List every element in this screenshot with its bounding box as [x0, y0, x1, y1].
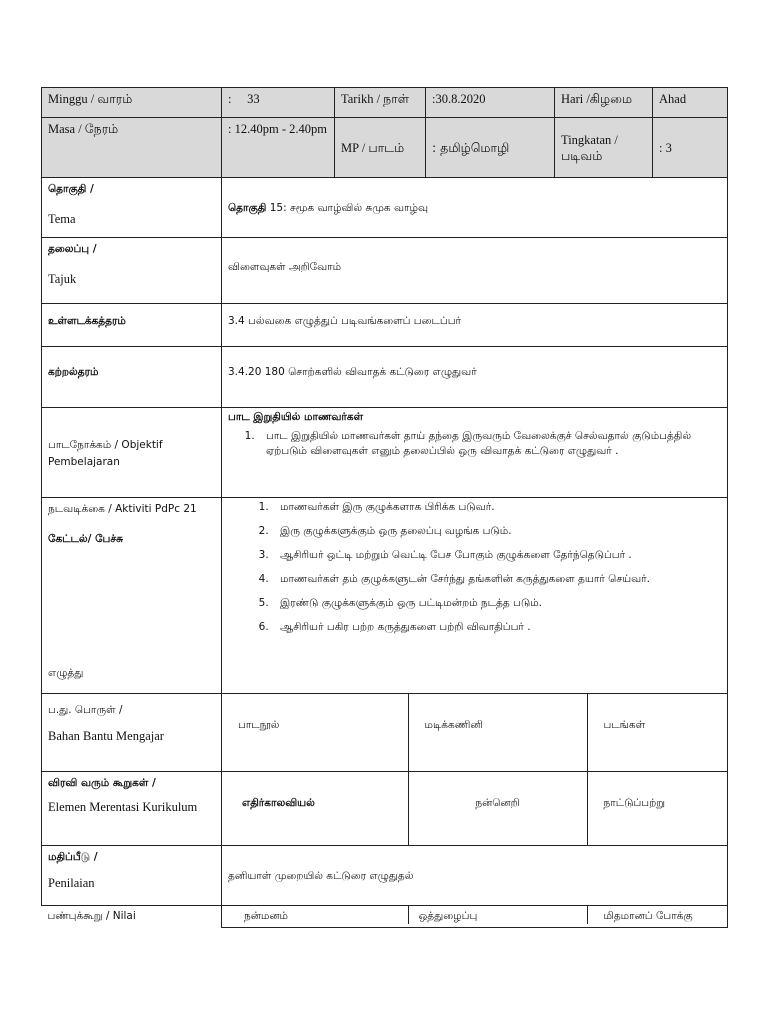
tema-label-ms: Tema — [48, 212, 76, 226]
standard-kandungan-label-text: உள்ளடக்கத்தரம் — [48, 315, 126, 327]
header-row-2 — [42, 118, 728, 178]
penilaian-value — [222, 846, 728, 906]
masa-value: : 12.40pm - 2.40pm — [222, 118, 335, 178]
bbm-item: படங்கள் — [587, 694, 727, 771]
tema-value — [222, 178, 728, 238]
objektif-label — [42, 408, 222, 498]
tema-value-bold: தொகுதி — [228, 202, 267, 214]
hari-value: Ahad — [653, 88, 728, 118]
tajuk-label-ta: தலைப்பு / — [48, 243, 97, 255]
tingkatan-label: Tingkatan /படிவம் — [555, 118, 653, 178]
standard-kandungan-row — [42, 304, 728, 347]
standard-pembelajaran-row — [42, 347, 728, 408]
tajuk-value — [222, 238, 728, 304]
standard-kandungan-value-text: 3.4 பல்வகை எழுத்துப் படிவங்களைப் படைப்பர் — [228, 315, 462, 327]
objektif-list — [228, 429, 721, 459]
bbm-value — [222, 694, 728, 772]
hari-label: Hari /கிழமை — [555, 88, 653, 118]
aktiviti-step: 2. இரு குழுக்களுக்கும் ஒரு தலைப்பு வழங்க படும். — [272, 524, 721, 539]
aktiviti-step: 6. ஆசிரியர் பகிர பற்ற கருத்துகளை பற்றி விவாதிப்பர் . — [272, 620, 721, 635]
aktiviti-step: 5. இரண்டு குழுக்களுக்கும் ஒரு பட்டிமன்றம் நடத்த படும். — [272, 596, 721, 611]
tema-value-text: 15: சமூக வாழ்வில் சுமுக வாழ்வு — [266, 202, 429, 214]
emk-items — [222, 772, 727, 845]
aktiviti-sublabel: கேட்டல்/ பேச்சு — [48, 533, 124, 545]
tajuk-row — [42, 238, 728, 304]
mp-value: : தமிழ்மொழி — [426, 118, 555, 178]
bbm-label — [42, 694, 222, 772]
aktiviti-row — [42, 498, 728, 694]
emk-label-ta: விரவி வரும் கூறுகள் / — [48, 777, 156, 789]
aktiviti-label — [42, 498, 222, 694]
standard-kandungan-label — [42, 304, 222, 347]
bbm-item: மடிக்கணினி — [408, 694, 587, 771]
aktiviti-step: 3. ஆசிரியர் ஒட்டி மற்றும் வெட்டி பேச போகும் குழுக்களை தேர்ந்தெடுப்பர் . — [272, 548, 721, 563]
tema-row — [42, 178, 728, 238]
emk-item: நாட்டுப்பற்று — [587, 772, 727, 845]
emk-item: நன்னெறி — [408, 772, 587, 845]
standard-pembelajaran-label-text: கற்றல்தரம் — [48, 366, 99, 378]
nilai-item: ஒத்துழைப்பு — [408, 906, 587, 924]
penilaian-value-text: தனியாள் முறையில் கட்டுரை எழுதுதல் — [228, 870, 414, 882]
objektif-row — [42, 408, 728, 498]
tajuk-value-text: விளைவுகள் அறிவோம் — [228, 261, 342, 273]
emk-label-ms: Elemen Merentasi Kurikulum — [48, 800, 198, 814]
nilai-item: நன்மனம் — [244, 909, 288, 922]
nilai-items — [222, 906, 727, 924]
penilaian-label-ms: Penilaian — [48, 876, 95, 890]
nilai-value — [222, 906, 728, 928]
penilaian-label — [42, 846, 222, 906]
objektif-item: 1. பாட இறுதியில் மாணவர்கள் தாய் தந்தை இருவரும் வேலைக்குச் செல்வதால் குடும்பத்தில் ஏற்படும் விளைவுகள் எனும் தலைப்பில் ஒரு விவாதக் கட்டுரை எழுதுவர் . — [258, 429, 721, 459]
penilaian-label-ta: மதிப்பீடு / — [48, 851, 98, 863]
emk-item: எதிர்காலவியல் — [242, 797, 315, 809]
bbm-item: பாடநூல் — [238, 719, 280, 731]
standard-pembelajaran-label — [42, 347, 222, 408]
aktiviti-value — [222, 498, 728, 694]
aktiviti-step: 4. மாணவர்கள் தம் குழுக்களுடன் சேர்ந்து தங்களின் கருத்துகளை தயார் செய்வர். — [272, 572, 721, 587]
standard-pembelajaran-value — [222, 347, 728, 408]
nilai-item: மிதமானப் போக்கு — [587, 906, 727, 924]
emk-label — [42, 772, 222, 846]
minggu-value: : 33 — [222, 88, 335, 118]
bbm-label-ms: Bahan Bantu Mengajar — [48, 729, 164, 743]
bbm-row — [42, 694, 728, 772]
emk-value — [222, 772, 728, 846]
aktiviti-step: 1. மாணவர்கள் இரு குழுக்களாக பிரிக்க படுவர். — [272, 500, 721, 515]
nilai-label-text: பண்புக்கூறு / Nilai — [47, 910, 136, 922]
tajuk-label — [42, 238, 222, 304]
bbm-items — [222, 694, 727, 771]
aktiviti-steps — [228, 500, 721, 635]
lesson-plan-table — [41, 87, 728, 928]
mp-label: MP / பாடம் — [335, 118, 426, 178]
tingkatan-value: : 3 — [653, 118, 728, 178]
tarikh-label: Tarikh / நாள் — [335, 88, 426, 118]
nilai-label — [42, 906, 222, 928]
aktiviti-footlabel: எழுத்து — [48, 667, 84, 679]
masa-label: Masa / நேரம் — [42, 118, 222, 178]
tarikh-value: :30.8.2020 — [426, 88, 555, 118]
bbm-label-ta: ப.து. பொருள் / — [48, 704, 123, 716]
objektif-heading: பாட இறுதியில் மாணவர்கள் — [228, 411, 364, 423]
standard-kandungan-value — [222, 304, 728, 347]
aktiviti-label-text: நடவடிக்கை / Aktiviti PdPc 21 — [48, 503, 197, 515]
tajuk-label-ms: Tajuk — [48, 272, 77, 286]
emk-row — [42, 772, 728, 846]
tema-label — [42, 178, 222, 238]
objektif-value — [222, 408, 728, 498]
objektif-label-text: பாடநோக்கம் / Objektif Pembelajaran — [48, 438, 163, 468]
minggu-label: Minggu / வாரம் — [42, 88, 222, 118]
tema-label-ta: தொகுதி / — [48, 183, 94, 195]
header-row-1 — [42, 88, 728, 118]
penilaian-row — [42, 846, 728, 906]
nilai-row — [42, 906, 728, 928]
standard-pembelajaran-value-text: 3.4.20 180 சொற்களில் விவாதக் கட்டுரை எழுதுவர் — [228, 366, 477, 378]
